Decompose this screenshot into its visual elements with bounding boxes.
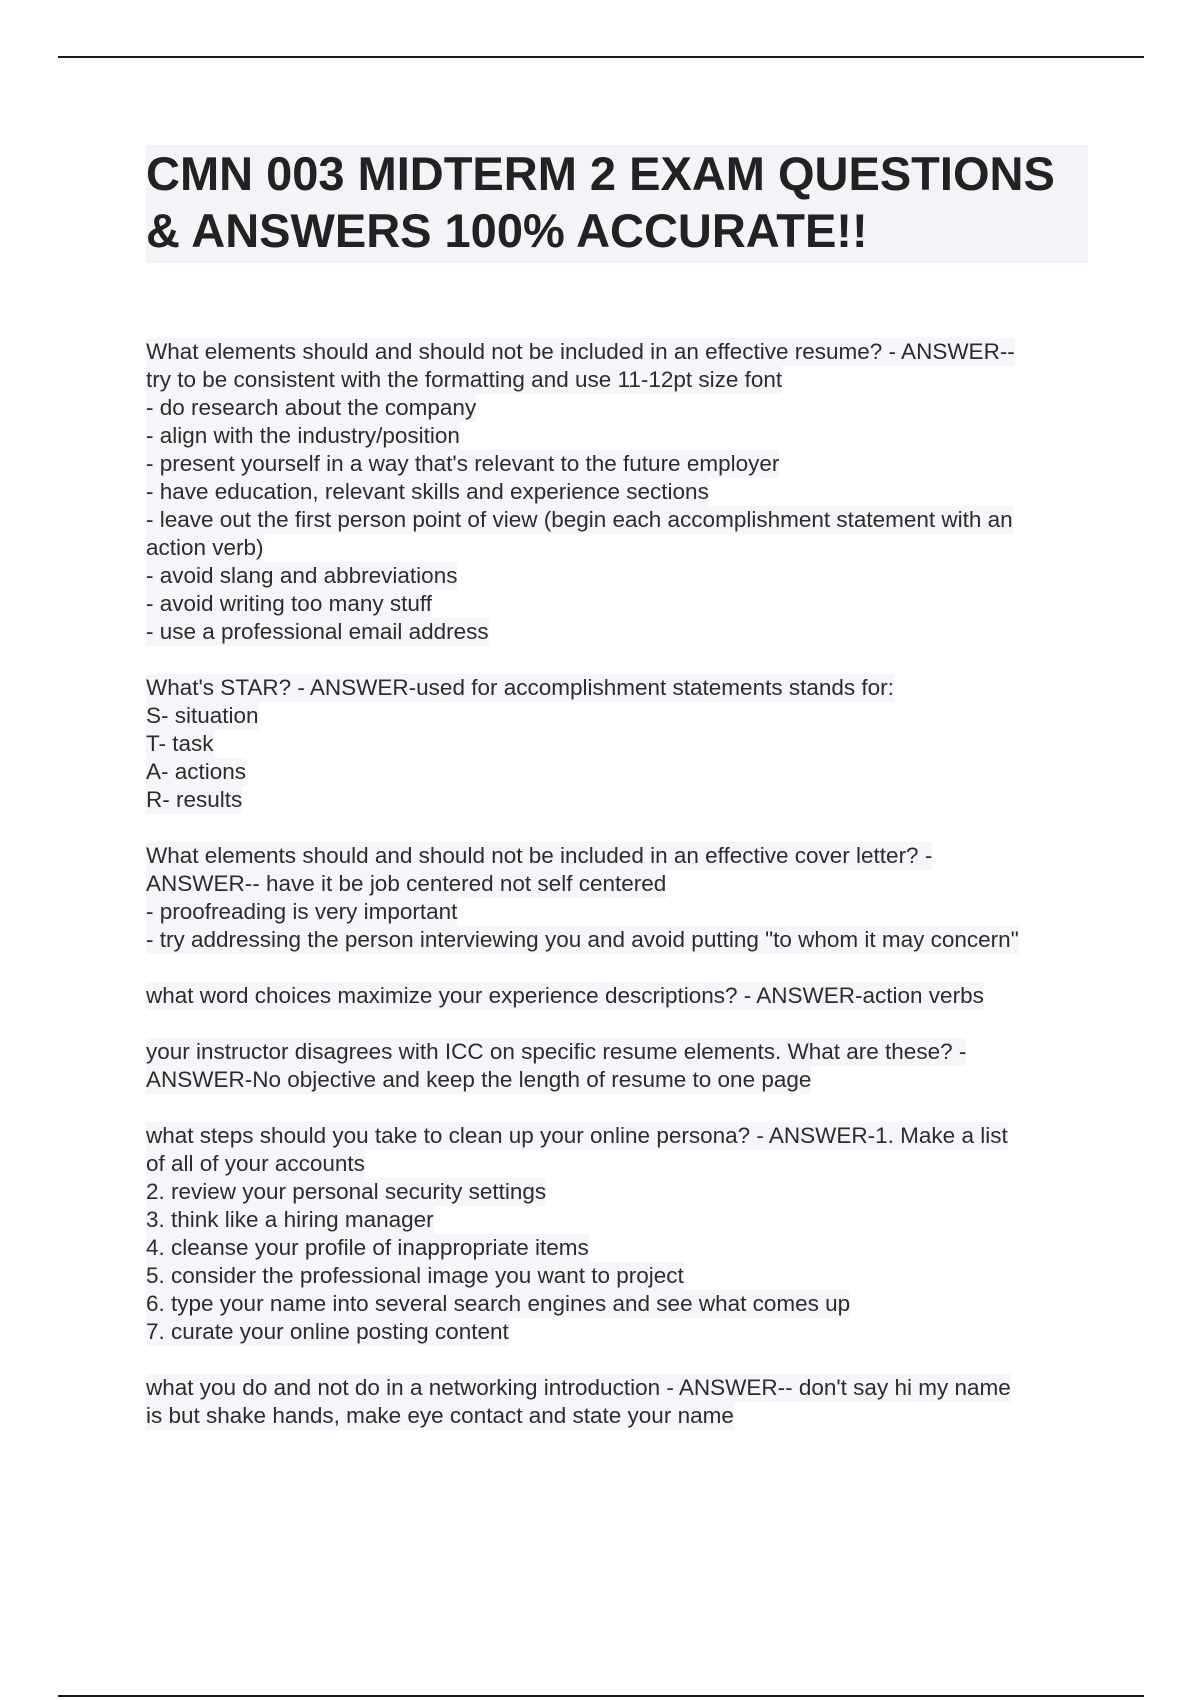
qa-line: - use a professional email address <box>146 619 489 644</box>
page-title-line: & ANSWERS 100% ACCURATE!! <box>146 204 868 257</box>
qa-line: - try addressing the person interviewing you and avoid putting "to whom it may concern" <box>146 927 1019 952</box>
qa-line: What's STAR? - ANSWER-used for accomplishment statements stands for: <box>146 675 894 700</box>
qa-line: 4. cleanse your profile of inappropriate items <box>146 1235 589 1260</box>
qa-item-instructor-disagrees <box>146 1038 1096 1094</box>
qa-line: A- actions <box>146 759 247 784</box>
qa-line: - avoid writing too many stuff <box>146 591 432 616</box>
qa-line: ANSWER-- have it be job centered not self centered <box>146 871 667 896</box>
qa-line: 2. review your personal security settings <box>146 1179 547 1204</box>
qa-line: What elements should and should not be included in an effective cover letter? - <box>146 843 933 868</box>
qa-item-resume <box>146 338 1096 646</box>
qa-line: is but shake hands, make eye contact and state your name <box>146 1403 734 1428</box>
qa-line: 5. consider the professional image you want to project <box>146 1263 684 1288</box>
qa-item-cover-letter <box>146 842 1096 954</box>
qa-line: - proofreading is very important <box>146 899 458 924</box>
qa-line: action verb) <box>146 535 264 560</box>
qa-item-online-persona <box>146 1122 1096 1346</box>
qa-line: - avoid slang and abbreviations <box>146 563 458 588</box>
qa-line: - have education, relevant skills and experience sections <box>146 479 709 504</box>
qa-line: ANSWER-No objective and keep the length of resume to one page <box>146 1067 812 1092</box>
qa-item-networking <box>146 1374 1096 1430</box>
qa-line: your instructor disagrees with ICC on specific resume elements. What are these? - <box>146 1039 967 1064</box>
qa-line: of all of your accounts <box>146 1151 365 1176</box>
qa-line: 6. type your name into several search engines and see what comes up <box>146 1291 851 1316</box>
qa-line: - leave out the first person point of view (begin each accomplishment statement with an <box>146 507 1013 532</box>
top-rule <box>58 56 1144 58</box>
page-title <box>146 145 1088 263</box>
qa-line: 3. think like a hiring manager <box>146 1207 434 1232</box>
qa-line: S- situation <box>146 703 259 728</box>
qa-line: T- task <box>146 731 214 756</box>
qa-line: what steps should you take to clean up your online persona? - ANSWER-1. Make a list <box>146 1123 1008 1148</box>
qa-line: R- results <box>146 787 243 812</box>
qa-line: what word choices maximize your experience descriptions? - ANSWER-action verbs <box>146 983 984 1008</box>
qa-item-word-choices <box>146 982 1096 1010</box>
qa-line: What elements should and should not be included in an effective resume? - ANSWER-- <box>146 339 1015 364</box>
qa-line: - do research about the company <box>146 395 477 420</box>
bottom-rule <box>58 1695 1144 1697</box>
qa-item-star <box>146 674 1096 814</box>
qa-line: - present yourself in a way that's relevant to the future employer <box>146 451 780 476</box>
qa-line: what you do and not do in a networking introduction - ANSWER-- don't say hi my name <box>146 1375 1011 1400</box>
qa-line: - align with the industry/position <box>146 423 460 448</box>
qa-list <box>146 338 1096 1458</box>
page-title-line: CMN 003 MIDTERM 2 EXAM QUESTIONS <box>146 147 1055 200</box>
qa-line: try to be consistent with the formatting and use 11-12pt size font <box>146 367 783 392</box>
qa-line: 7. curate your online posting content <box>146 1319 509 1344</box>
